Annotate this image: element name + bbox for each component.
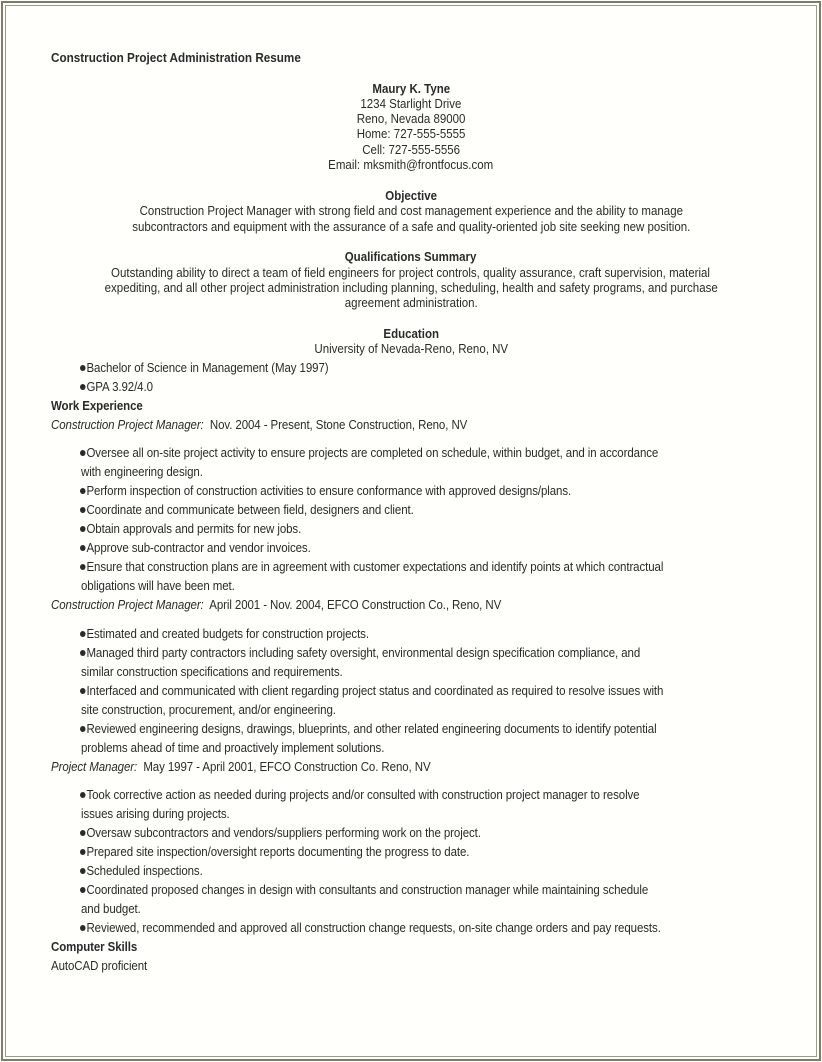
qualifications-heading-text: Qualifications Summary — [345, 250, 477, 264]
job-bullet — [80, 444, 658, 463]
qualifications-line — [0, 281, 822, 297]
objective-line — [0, 204, 822, 220]
job-details: May 1997 - April 2001, EFCO Construction Co. Reno, NV — [143, 760, 431, 774]
contact-name — [0, 82, 822, 98]
bullet-text: Took corrective action as needed during projects and/or consulted with construction project manager to resolve — [86, 788, 640, 802]
bullet-icon — [80, 887, 86, 893]
bullet-icon — [80, 849, 86, 855]
education-item — [80, 378, 153, 397]
job-bullet — [80, 843, 469, 862]
bullet-text: Managed third party contractors including safety oversight, environmental design specification compliance, and — [86, 646, 641, 660]
job-bullet — [80, 482, 571, 501]
job-details: Nov. 2004 - Present, Stone Construction, Reno, NV — [209, 418, 468, 432]
job-bullet — [80, 539, 311, 558]
job-bullet — [80, 720, 657, 739]
education-heading-text: Education — [383, 327, 439, 341]
job-role: Construction Project Manager: — [51, 418, 204, 432]
bullet-text: Ensure that construction plans are in agreement with customer expectations and identify points at which contractual — [86, 560, 664, 574]
bullet-icon — [80, 792, 86, 798]
job-header — [51, 758, 431, 777]
bullet-icon — [80, 688, 86, 694]
job-role: Construction Project Manager: — [51, 598, 204, 612]
education-item-text: GPA 3.92/4.0 — [86, 380, 153, 394]
bullet-text: Reviewed engineering designs, drawings, blueprints, and other related engineering documents to identify potential — [86, 722, 657, 736]
job-bullet — [80, 824, 481, 843]
computer-skills-text: AutoCAD proficient — [51, 959, 148, 973]
job-bullet — [80, 625, 369, 644]
bullet-icon — [80, 384, 86, 390]
bullet-icon — [80, 450, 86, 456]
bullet-text: Oversaw subcontractors and vendors/suppliers performing work on the project. — [86, 826, 481, 840]
job-bullet-cont: problems ahead of time and proactively implement solutions. — [81, 741, 385, 755]
bullet-icon — [80, 726, 86, 732]
computer-skills-heading: Computer Skills — [51, 940, 138, 954]
bullet-icon — [80, 925, 86, 931]
job-bullet-cont: and budget. — [81, 902, 141, 916]
job-bullet — [80, 520, 301, 539]
bullet-icon — [80, 545, 86, 551]
cell-phone: Cell: 727-555-5556 — [362, 143, 460, 157]
document-title: Construction Project Administration Resume — [51, 50, 301, 65]
objective-heading-text: Objective — [385, 189, 437, 203]
bullet-text: Reviewed, recommended and approved all construction change requests, on-site change orders and pay requests. — [86, 921, 661, 935]
job-bullet — [80, 919, 661, 938]
bullet-text: Coordinate and communicate between field, designers and client. — [86, 503, 414, 517]
bullet-text: Perform inspection of construction activities to ensure conformance with approved designs/plans. — [86, 484, 572, 498]
qualifications-line-1: Outstanding ability to direct a team of field engineers for project controls, quality assurance, craft supervision, material — [111, 266, 711, 280]
contact-name-text: Maury K. Tyne — [372, 82, 450, 96]
bullet-icon — [80, 526, 86, 532]
objective-line-2: subcontractors and equipment with the assurance of a safe and quality-oriented job site seeking new position. — [131, 220, 691, 234]
education-school-text: University of Nevada-Reno, Reno, NV — [314, 342, 508, 356]
education-item — [80, 359, 329, 378]
bullet-text: Approve sub-contractor and vendor invoices. — [86, 541, 311, 555]
objective-line — [0, 220, 822, 236]
job-bullet-cont: issues arising during projects. — [81, 807, 230, 821]
bullet-icon — [80, 830, 86, 836]
job-bullet-cont: similar construction specifications and requirements. — [81, 665, 343, 679]
job-header — [51, 416, 467, 435]
job-bullet — [80, 558, 663, 577]
bullet-icon — [80, 868, 86, 874]
education-heading — [0, 327, 822, 343]
address-line-2: Reno, Nevada 89000 — [356, 112, 466, 126]
job-bullet — [80, 644, 640, 663]
job-bullet-cont: with engineering design. — [81, 465, 203, 479]
bullet-icon — [80, 564, 86, 570]
education-item-text: Bachelor of Science in Management (May 1997) — [86, 361, 329, 375]
work-experience-heading: Work Experience — [51, 399, 143, 413]
objective-heading — [0, 189, 822, 205]
job-bullet — [80, 501, 414, 520]
job-role: Project Manager: — [51, 760, 138, 774]
job-bullet-cont: obligations will have been met. — [81, 579, 235, 593]
bullet-icon — [80, 488, 86, 494]
address-line-1: 1234 Starlight Drive — [360, 97, 462, 111]
contact-cell-phone — [0, 143, 822, 159]
bullet-text: Scheduled inspections. — [86, 864, 203, 878]
qualifications-heading — [0, 250, 822, 266]
qualifications-line — [0, 296, 822, 312]
bullet-icon — [80, 631, 86, 637]
contact-home-phone — [0, 127, 822, 143]
job-bullet — [80, 786, 640, 805]
bullet-text: Prepared site inspection/oversight reports documenting the progress to date. — [86, 845, 470, 859]
bullet-text: Coordinated proposed changes in design with consultants and construction manager while maintaining schedule — [86, 883, 649, 897]
bullet-icon — [80, 365, 86, 371]
job-bullet-cont: site construction, procurement, and/or engineering. — [81, 703, 336, 717]
home-phone: Home: 727-555-5555 — [356, 127, 466, 141]
bullet-text: Interfaced and communicated with client regarding project status and coordinated as required to resolve issues with — [86, 684, 664, 698]
qualifications-line-3: agreement administration. — [344, 296, 478, 310]
job-header — [51, 596, 501, 615]
bullet-text: Obtain approvals and permits for new jobs. — [86, 522, 302, 536]
job-details: April 2001 - Nov. 2004, EFCO Construction Co., Reno, NV — [209, 598, 502, 612]
job-bullet — [80, 682, 663, 701]
email: Email: mksmith@frontfocus.com — [328, 158, 494, 172]
job-bullet — [80, 862, 203, 881]
job-bullet — [80, 881, 648, 900]
contact-address-1 — [0, 97, 822, 113]
bullet-text: Oversee all on-site project activity to ensure projects are completed on schedule, within budget, and in accordance — [86, 446, 659, 460]
objective-line-1: Construction Project Manager with strong field and cost management experience and the ability to manage — [139, 204, 683, 218]
bullet-icon — [80, 507, 86, 513]
bullet-text: Estimated and created budgets for construction projects. — [86, 627, 369, 641]
contact-email — [0, 158, 822, 174]
contact-address-2 — [0, 112, 822, 128]
qualifications-line — [0, 266, 822, 282]
qualifications-line-2: expediting, and all other project administration including planning, scheduling, health and safety programs, and purchase — [104, 281, 718, 295]
education-school — [0, 342, 822, 358]
bullet-icon — [80, 650, 86, 656]
